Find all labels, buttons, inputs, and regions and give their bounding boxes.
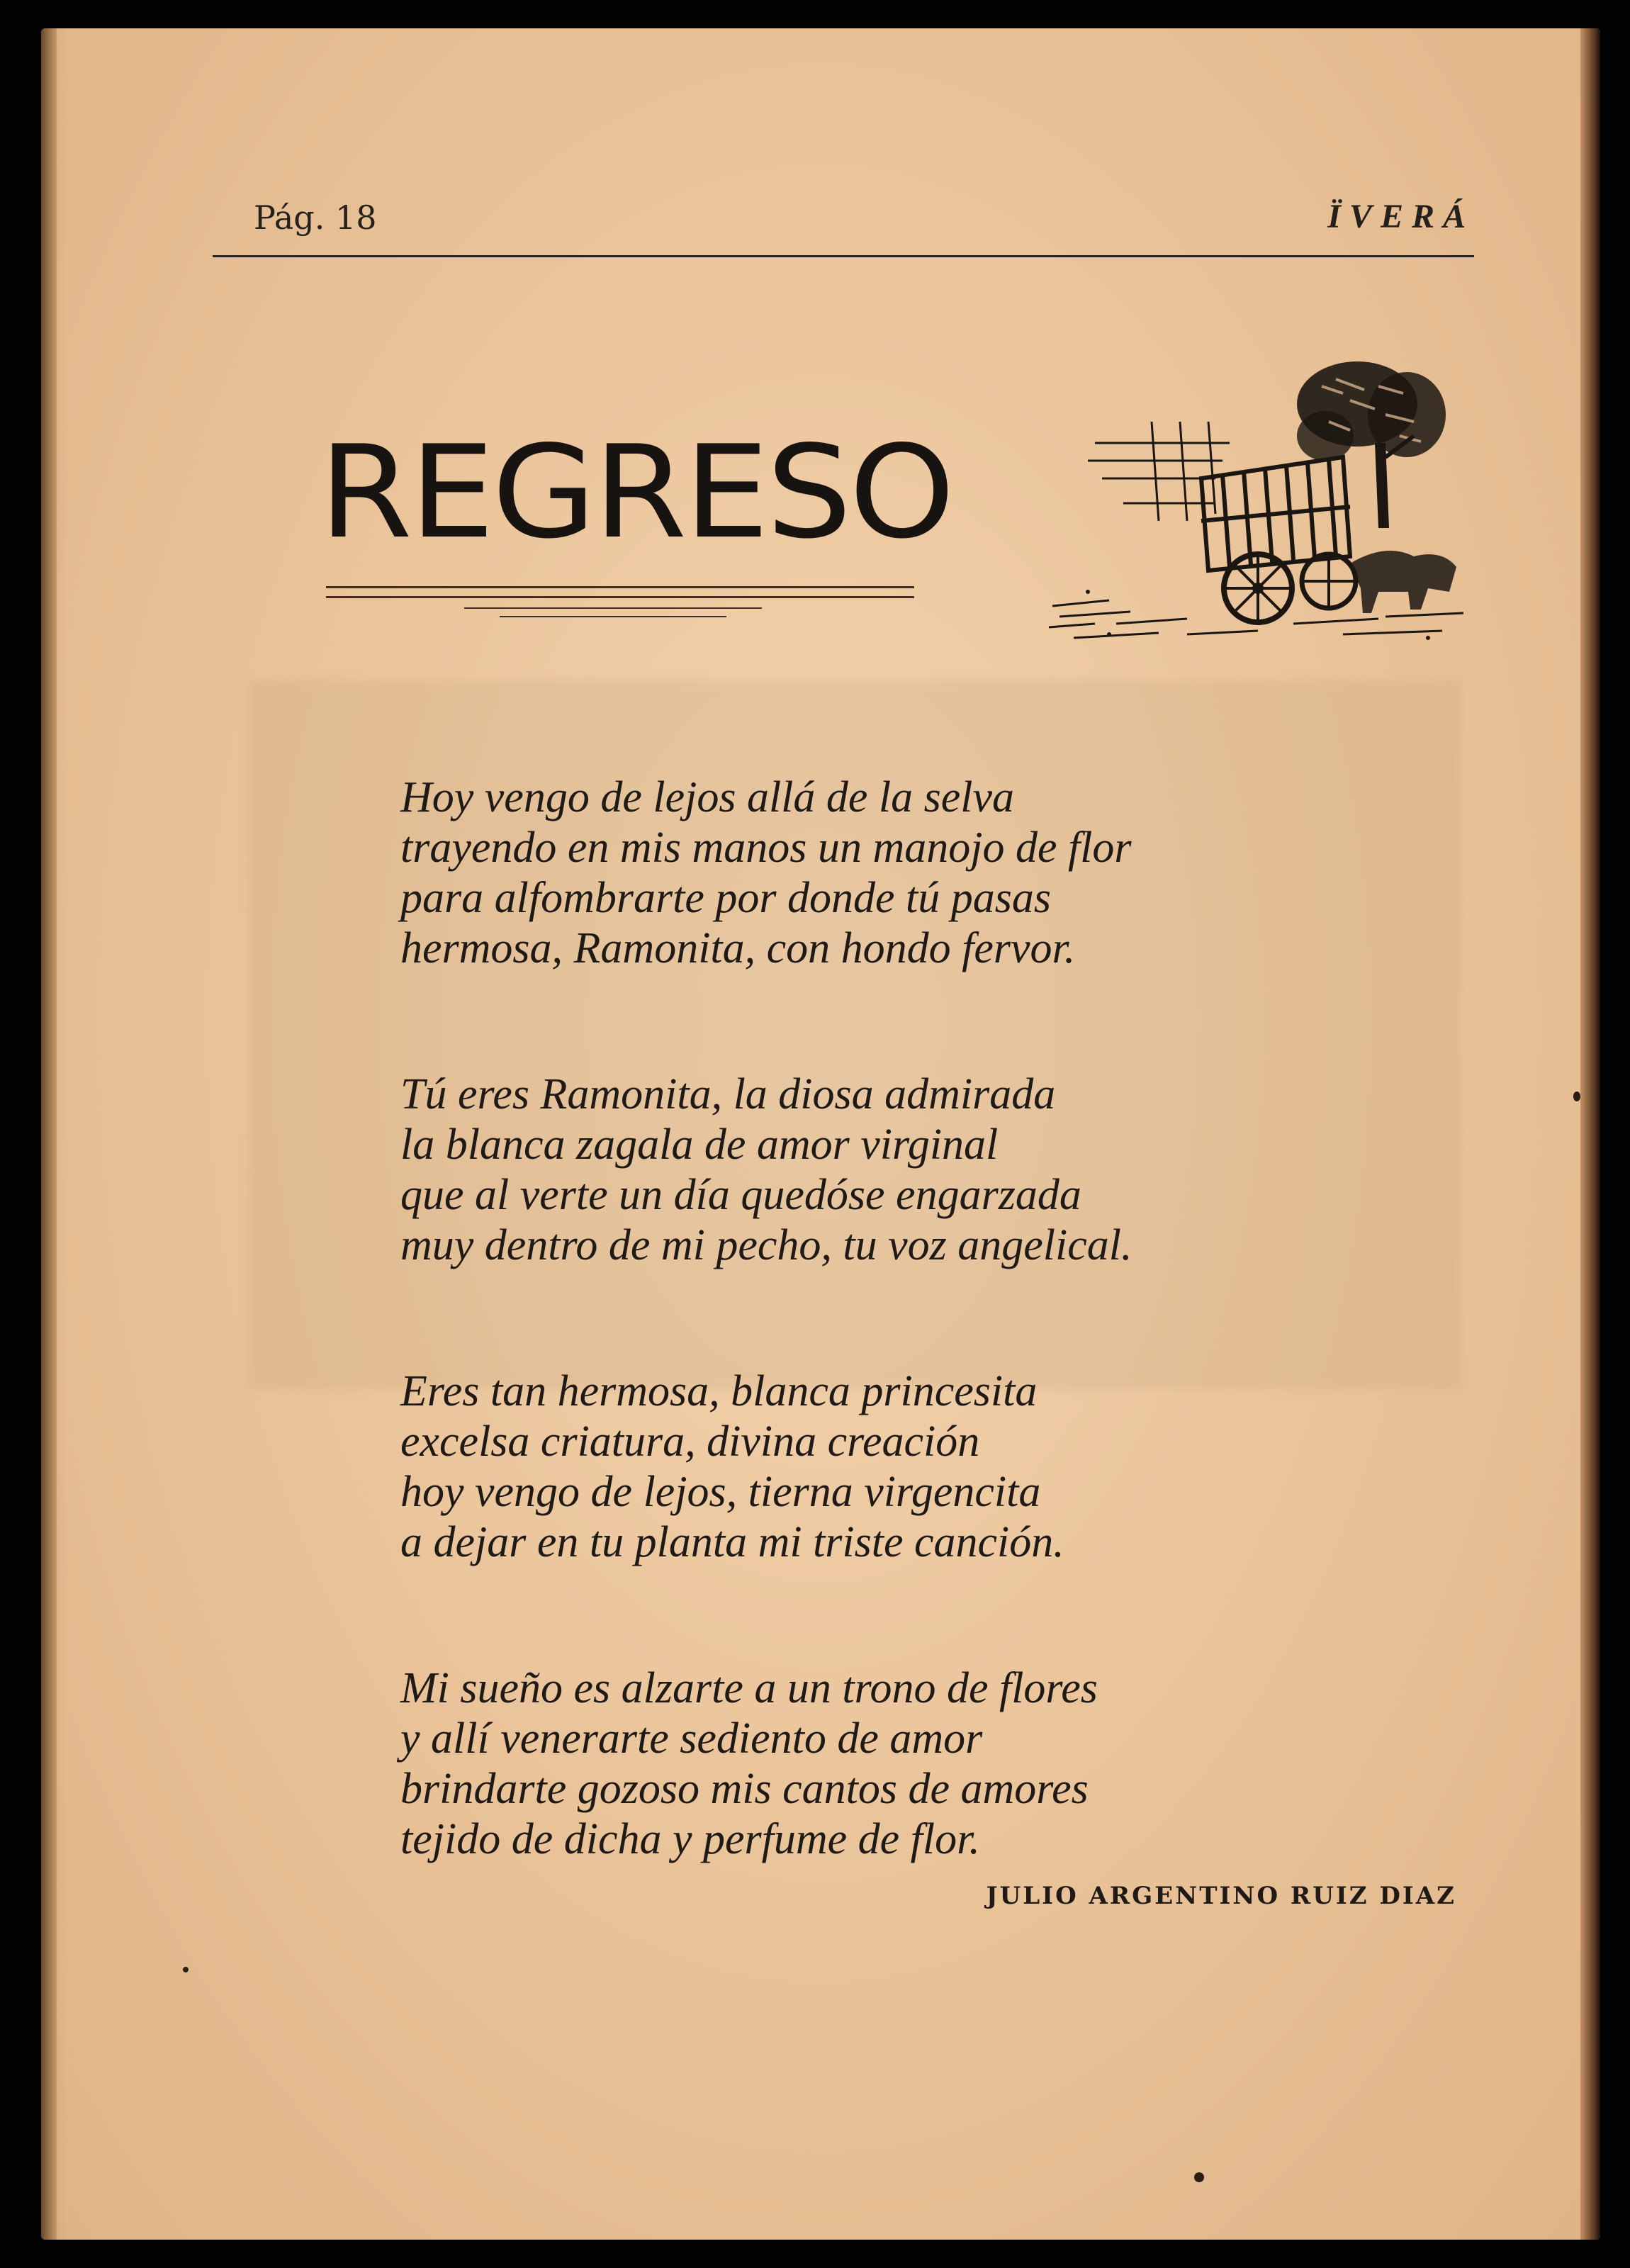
poem-line: muy dentro de mi pecho, tu voz angelical. [400,1221,1132,1269]
title-rule-3 [464,607,762,609]
page-header [213,177,1474,257]
poem-body [400,773,1393,1960]
poem-line: hermosa, Ramonita, con hondo fervor. [400,924,1076,972]
poem-line: Tú eres Ramonita, la diosa admirada [400,1070,1056,1118]
poem-line: Hoy vengo de lejos allá de la selva [400,773,1015,821]
ink-speck [183,1967,189,1972]
poem-line: hoy vengo de lejos, tierna virgencita [400,1468,1041,1516]
stanza-2 [400,1070,1393,1271]
poem-line: la blanca zagala de amor virginal [400,1121,999,1169]
stanza-3 [400,1366,1393,1568]
author-signature: JULIO ARGENTINO RUIZ DIAZ [986,1882,1456,1910]
poem-line: que al verte un día quedóse engarzada [400,1171,1081,1219]
poem-line: excelsa criatura, divina creación [400,1418,980,1466]
poem-title-block [319,417,957,567]
title-rule-4 [500,616,726,617]
poem-title: REGRESO [319,417,952,567]
poem-line: Eres tan hermosa, blanca princesita [400,1367,1038,1415]
poem-line: trayendo en mis manos un manojo de flor [400,824,1132,872]
poem-line: y allí venerarte sediento de amor [400,1714,983,1763]
title-rule-2 [326,596,914,598]
ink-speck [1573,1091,1580,1101]
page-number: Pág. 18 [254,198,377,237]
binding-edge [41,28,57,2240]
poem-line: para alfombrarte por donde tú pasas [400,874,1051,922]
poem-line: brindarte gozoso mis cantos de amores [400,1765,1089,1813]
title-rule-1 [326,586,914,588]
ink-speck [1194,2172,1204,2182]
stanza-4 [400,1663,1393,1865]
stanza-1 [400,773,1393,974]
poem-line: Mi sueño es alzarte a un trono de flores [400,1664,1098,1712]
poem-line: a dejar en tu planta mi triste canción. [400,1518,1064,1566]
page-stack-edge [1580,28,1600,2240]
magazine-name: ÏVERÁ [1327,198,1474,235]
oxcart-tree-icon [1045,337,1471,649]
poem-line: tejido de dicha y perfume de flor. [400,1815,980,1863]
